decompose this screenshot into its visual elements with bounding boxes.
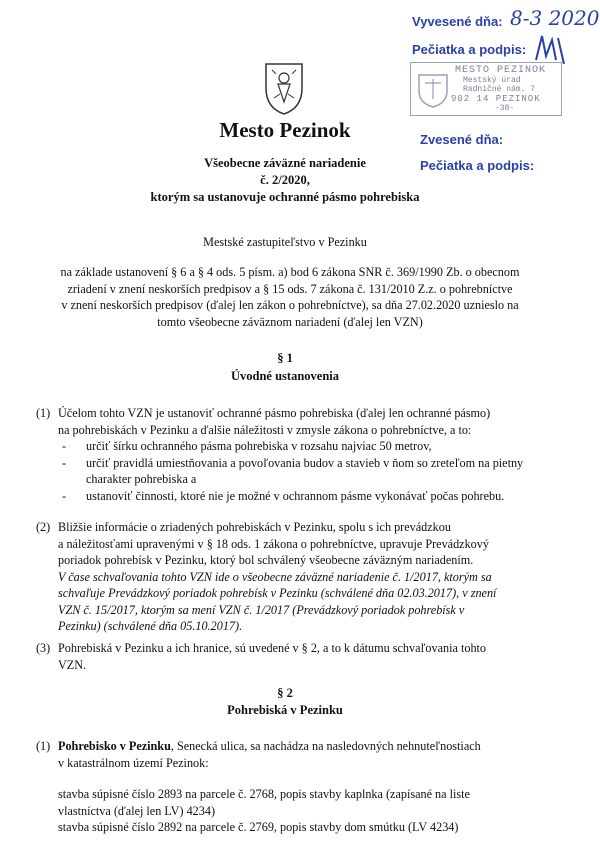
s1-para2-italic-line: Pezinku) (schválené dňa 05.10.2017).: [58, 619, 243, 633]
list-item: vlastníctva (ďalej len LV) 4234): [58, 803, 216, 818]
stamp-crest-icon: [415, 69, 451, 109]
city-coat-of-arms-icon: [262, 58, 306, 116]
posted-label: Vyvesené dňa:: [412, 14, 503, 29]
list-item: stavba súpisné číslo 2892 na parcele č. 2769, popis stavby dom smútku (LV 4234): [58, 820, 459, 834]
s2-para1-line-2: v katastrálnom území Pezinok:: [58, 755, 209, 770]
s2-items: [58, 786, 564, 836]
doc-subject: ktorým sa ustanovuje ochranné pásmo pohrebiska: [150, 190, 420, 204]
council-name: Mestské zastupiteľstvo v Pezinku: [203, 235, 367, 249]
section-2-title: Pohrebiská v Pezinku: [227, 703, 343, 717]
intro-line: zriadení v znení neskorších predpisov a § 15 ods. 7 zákona č. 131/2010 Z.z. o pohrebníctve: [67, 281, 513, 296]
s1-para3-line: VZN.: [58, 657, 87, 672]
doc-number: č. 2/2020,: [260, 173, 310, 187]
stamp-line-2: Mestský úrad: [463, 76, 521, 85]
stamp-line-3: Radničné nám. 7: [463, 85, 536, 94]
section-2-number: § 2: [277, 686, 293, 700]
s1-bullet-list: [58, 438, 564, 504]
intro-line: tomto všeobecne záväznom nariadení (ďalej len VZN): [157, 314, 423, 329]
s1-para3: [58, 640, 564, 673]
s2-para1-num: (1): [36, 739, 51, 753]
list-item: - ustanoviť činnosti, ktoré nie je možné v ochrannom pásme vykonávať počas pohrebu.: [58, 488, 564, 505]
stamp-line-5: -38-: [495, 104, 515, 113]
stamp-sign-label-2: Pečiatka a podpis:: [420, 158, 535, 173]
intro-line: v znení neskorších predpisov (ďalej len zákon o pohrebníctve), sa dňa 27.02.2020 uznieslo na: [61, 298, 519, 312]
s1-para2-num: (2): [36, 520, 51, 534]
section-1-title: Úvodné ustanovenia: [230, 369, 339, 383]
list-item: - určiť šírku ochranného pásma pohrebiska v rozsahu najviac 50 metrov,: [58, 438, 564, 455]
list-item: stavba súpisné číslo 2893 na parcele č. 2768, popis stavby kaplnka (zapísané na liste: [58, 787, 470, 801]
list-item: - určiť pravidlá umiestňovania a povoľovania budov a stavieb v ňom so zreteľom na pietny charakter pohrebiska a: [58, 455, 564, 488]
doc-type: Všeobecne záväzné nariadenie: [204, 156, 366, 170]
s1-para2-italic-line: V čase schvaľovania tohto VZN ide o všeobecne záväzné nariadenie č. 1/2017, ktorým sa: [58, 569, 492, 584]
s2-para1: [58, 738, 564, 771]
s1-para2-italic-line: schvaľuje Prevádzkový poriadok pohrebísk v Pezinku (schválené dňa 02.03.2017), v znení: [58, 586, 497, 600]
intro-line: na základe ustanovení § 6 a § 4 ods. 5 písm. a) bod 6 zákona SNR č. 369/1990 Zb. o obecnom: [60, 265, 520, 279]
s1-para2: [58, 519, 564, 635]
official-stamp: [410, 62, 562, 116]
s2-para1-line: [58, 738, 564, 755]
stamp-line-1: MESTO PEZINOK: [455, 65, 547, 76]
stamp-line-4: 902 14 PEZINOK: [451, 94, 541, 104]
stamp-sign-label-1: Pečiatka a podpis:: [412, 42, 527, 57]
s1-para2-line: a náležitosťami upravenými v § 18 ods. 1 zákona o pohrebníctve, upravuje Prevádzkový: [58, 536, 489, 551]
s1-para3-num: (3): [36, 641, 51, 655]
s1-para2-italic-line: VZN č. 15/2017, ktorým sa mení VZN č. 1/2017 (Prevádzkový poriadok pohrebísk v: [58, 602, 465, 617]
s1-para1-line: Účelom tohto VZN je ustanoviť ochranné pásmo pohrebiska (ďalej len ochranné pásmo): [58, 406, 491, 420]
removed-label: Zvesené dňa:: [420, 132, 504, 147]
s1-para1-line: na pohrebiskách v Pezinku a ďalšie náležitosti v zmysle zákona o pohrebníctve, a to:: [58, 422, 472, 437]
s1-para2-line: poriadok pohrebísk v Pezinku, ktorý bol schválený všeobecne záväzným nariadením.: [58, 553, 474, 567]
intro-paragraph: [20, 264, 560, 330]
s2-para1-rest: , Senecká ulica, sa nachádza na nasledovných nehnuteľnostiach: [170, 739, 481, 753]
s1-para3-line: Pohrebiská v Pezinku a ich hranice, sú uvedené v § 2, a to k dátumu schvaľovania tohto: [58, 641, 487, 655]
city-title: Mesto Pezinok: [219, 118, 351, 142]
s1-para1: [58, 405, 564, 438]
s1-para2-line: Bližšie informácie o zriadených pohrebiskách v Pezinku, spolu s ich prevádzkou: [58, 520, 451, 534]
section-1-number: § 1: [277, 351, 293, 365]
cemetery-name: Pohrebisko v Pezinku: [58, 739, 171, 753]
posted-date: 8-3 2020: [510, 6, 600, 30]
s1-para1-num: (1): [36, 406, 51, 420]
